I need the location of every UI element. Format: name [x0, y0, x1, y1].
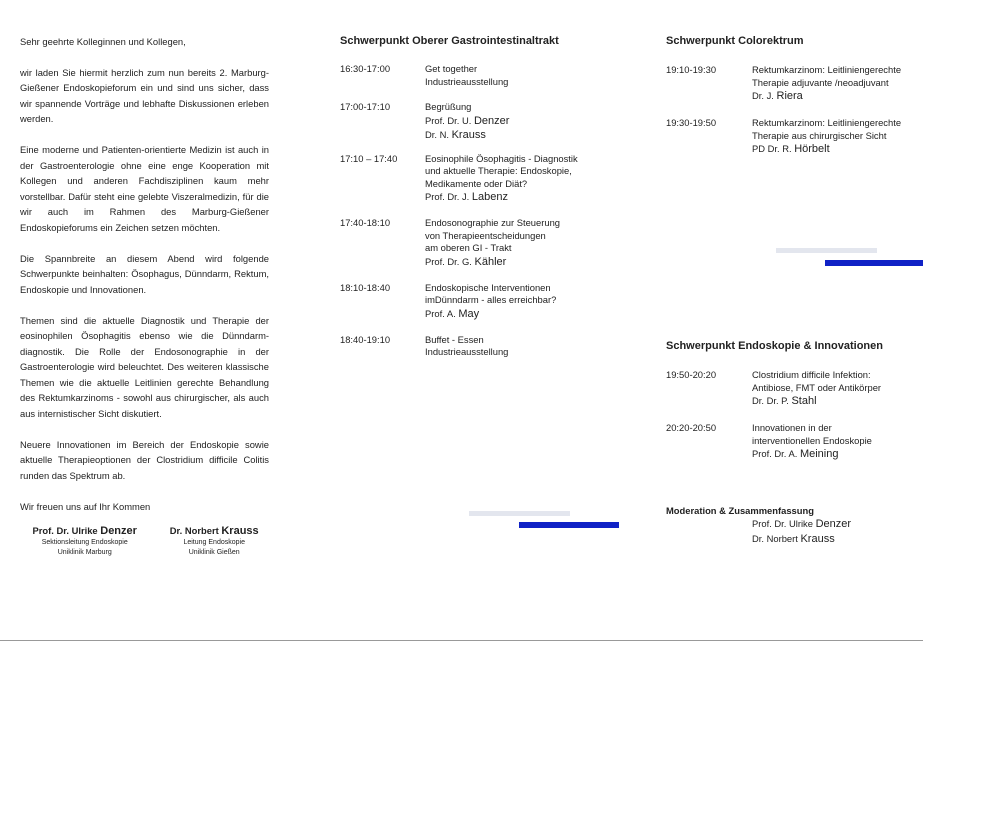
letter-paragraph-3: Die Spannbreite an diesem Abend wird folgende Schwerpunkte beinhalten: Ösophagus, Dünndarm, Rektum, Endoskopie und Innovationen.	[20, 252, 269, 295]
program-item	[666, 64, 926, 103]
program-item	[666, 422, 926, 461]
section-heading-colorectum: Schwerpunkt Colorektrum	[666, 35, 804, 47]
letter-paragraph-1: wir laden Sie hiermit herzlich zum nun bereits 2. Marburg-Gießener Endoskopieforum ein und sind uns sicher, dass wir spannende Vorträge und lebhafte Diskussionen erleben werden.	[20, 66, 269, 124]
program-upper-gi	[340, 34, 620, 359]
speaker	[425, 255, 620, 269]
letter-paragraph-5: Neuere Innovationen im Bereich der Endoskopie sowie aktuelle Therapieoptionen der Clostridium difficile Colitis runden das Spektrum ab.	[20, 438, 269, 481]
moderator-surname: Krauss	[800, 533, 835, 545]
speaker-prefix: Prof. A.	[425, 307, 456, 319]
program-title-line: Rektumkarzinom: Leitliniengerechte	[752, 117, 902, 128]
program-item	[340, 153, 620, 205]
program-title-line: Rektumkarzinom: Leitliniengerechte	[752, 64, 902, 75]
speaker-surname: Denzer	[473, 114, 510, 127]
program-time: 19:10-19:30	[666, 64, 717, 75]
program-title-line: Buffet - Essen	[425, 333, 484, 345]
signer-2-name	[159, 524, 269, 538]
program-title-line: Get together	[425, 63, 478, 74]
signer-2-prefix: Dr. Norbert	[169, 525, 219, 536]
speaker-surname: Hörbelt	[794, 143, 830, 155]
moderation-title: Moderation & Zusammenfassung	[666, 505, 814, 516]
decorative-bar-grey	[776, 248, 877, 253]
moderator-surname: Denzer	[815, 518, 852, 530]
speaker	[425, 307, 620, 321]
program-title-line: Industrieausstellung	[425, 346, 509, 357]
speaker	[752, 394, 926, 408]
letter-closing: Wir freuen uns auf Ihr Kommen	[20, 500, 151, 512]
speaker-surname: Krauss	[451, 128, 486, 141]
fold-line	[0, 640, 923, 641]
signer-1	[20, 524, 149, 557]
signer-1-role: Sektionsleitung Endoskopie	[41, 539, 128, 546]
program-title-line: Endosonographie zur Steuerung	[425, 217, 560, 228]
program-time: 20:20-20:50	[666, 422, 717, 433]
speaker	[425, 128, 620, 142]
letter-greeting: Sehr geehrte Kolleginnen und Kollegen,	[20, 36, 186, 47]
program-title-line: Begrüßung	[425, 101, 472, 112]
decorative-bar-grey	[469, 511, 570, 516]
program-title-line: imDünndarm - alles erreichbar?	[425, 294, 557, 305]
program-title-line: Industrieausstellung	[425, 75, 509, 87]
speaker-surname: May	[458, 307, 480, 320]
program-time: 18:40-19:10	[340, 333, 391, 345]
letter-paragraph-4: Themen sind die aktuelle Diagnostik und Therapie der eosinophilen Ösophagitis ebenso wie die Dünndarm-diagnostik. Die Rolle der Endosonographie in der Gastroenterologie wird beleuchtet. Des weiteren klassische Themen wie die aktuelle Leitlinien gerechte Behandlung des Rektumkarzinoms - sowohl aus chirurgischer, als auch aus internistischer Sicht diskutiert.	[20, 314, 269, 419]
program-title-line: Eosinophile Ösophagitis - Diagnostik	[425, 152, 578, 164]
program-title-line: Innovationen in der	[752, 422, 832, 433]
speaker-surname: Meining	[799, 448, 839, 460]
program-title-line: Therapie aus chirurgischer Sicht	[752, 129, 887, 141]
moderation-block	[666, 504, 926, 546]
program-item	[666, 369, 926, 408]
decorative-bar-blue	[825, 260, 923, 266]
program-title-line: Therapie adjuvante /neoadjuvant	[752, 76, 889, 88]
program-item	[340, 334, 620, 359]
program-time: 16:30-17:00	[340, 63, 391, 74]
speaker-prefix: Dr. J.	[752, 90, 774, 101]
signatures	[20, 524, 269, 557]
moderator	[666, 517, 926, 531]
program-item	[340, 63, 620, 88]
speaker-prefix: Prof. Dr. J.	[425, 191, 470, 202]
speaker	[752, 142, 926, 156]
program-title-line: und aktuelle Therapie: Endoskopie,	[425, 165, 572, 176]
program-item	[340, 101, 620, 142]
speaker-surname: Kähler	[474, 255, 507, 268]
moderator-prefix: Prof. Dr. Ulrike	[752, 518, 813, 529]
signer-1-prefix: Prof. Dr. Ulrike	[32, 525, 98, 536]
program-item	[340, 282, 620, 321]
decorative-bar-blue	[519, 522, 619, 528]
program-title-line: Medikamente oder Diät?	[425, 177, 528, 189]
moderator	[666, 532, 926, 546]
program-time: 17:40-18:10	[340, 217, 391, 228]
program-item	[340, 217, 620, 269]
signer-1-name	[20, 524, 149, 538]
speaker-prefix: PD Dr. R.	[752, 143, 792, 154]
signer-1-place: Uniklinik Marburg	[57, 548, 112, 556]
speaker-prefix: Prof. Dr. U.	[425, 114, 472, 126]
speaker	[752, 89, 926, 103]
section-heading-endoscopy: Schwerpunkt Endoskopie & Innovationen	[666, 340, 883, 352]
program-endoscopy	[666, 339, 926, 461]
signer-2-place: Uniklinik Gießen	[188, 548, 240, 556]
speaker	[425, 114, 620, 128]
signer-1-surname: Denzer	[100, 525, 137, 537]
speaker-prefix: Dr. N.	[425, 128, 449, 140]
program-title-line: von Therapieentscheidungen	[425, 229, 546, 241]
program-item	[666, 117, 926, 156]
speaker-prefix: Prof. Dr. A.	[752, 448, 798, 459]
speaker-surname: Stahl	[791, 395, 817, 407]
program-right-column	[666, 34, 926, 156]
speaker	[752, 447, 926, 461]
speaker-surname: Riera	[776, 90, 803, 102]
speaker-prefix: Prof. Dr. G.	[425, 255, 472, 267]
program-time: 18:10-18:40	[340, 281, 391, 293]
speaker	[425, 190, 620, 204]
program-time: 19:50-20:20	[666, 369, 717, 380]
program-title-line: interventionellen Endoskopie	[752, 434, 872, 446]
speaker-surname: Labenz	[471, 191, 508, 203]
program-title-line: Clostridium difficile Infektion:	[752, 369, 871, 380]
section-heading-upper-gi: Schwerpunkt Oberer Gastrointestinaltrakt	[340, 35, 559, 47]
signer-2	[159, 524, 269, 557]
program-title-line: am oberen GI - Trakt	[425, 242, 512, 253]
program-time: 17:00-17:10	[340, 101, 391, 112]
program-title-line: Antibiose, FMT oder Antikörper	[752, 381, 882, 393]
letter-paragraph-2: Eine moderne und Patienten-orientierte Medizin ist auch in der Gastroenterologie ohne eine enge Kooperation mit Kollegen und anderen Fachdisziplinen kaum mehr vorstellbar. Dafür steht eine gelebte Viszeralmedizin, für die wir auch im Rahmen des Marburg-Gießener Endoskopieforums ein Zeichen setzen möchten.	[20, 144, 269, 233]
moderator-prefix: Dr. Norbert	[752, 533, 798, 544]
signer-2-role: Leitung Endoskopie	[183, 539, 245, 546]
speaker-prefix: Dr. Dr. P.	[752, 395, 789, 406]
program-title-line: Endoskopische Interventionen	[425, 281, 551, 293]
program-time: 19:30-19:50	[666, 117, 717, 128]
invitation-letter	[20, 34, 269, 557]
signer-2-surname: Krauss	[221, 525, 259, 537]
program-time: 17:10 – 17:40	[340, 152, 398, 164]
